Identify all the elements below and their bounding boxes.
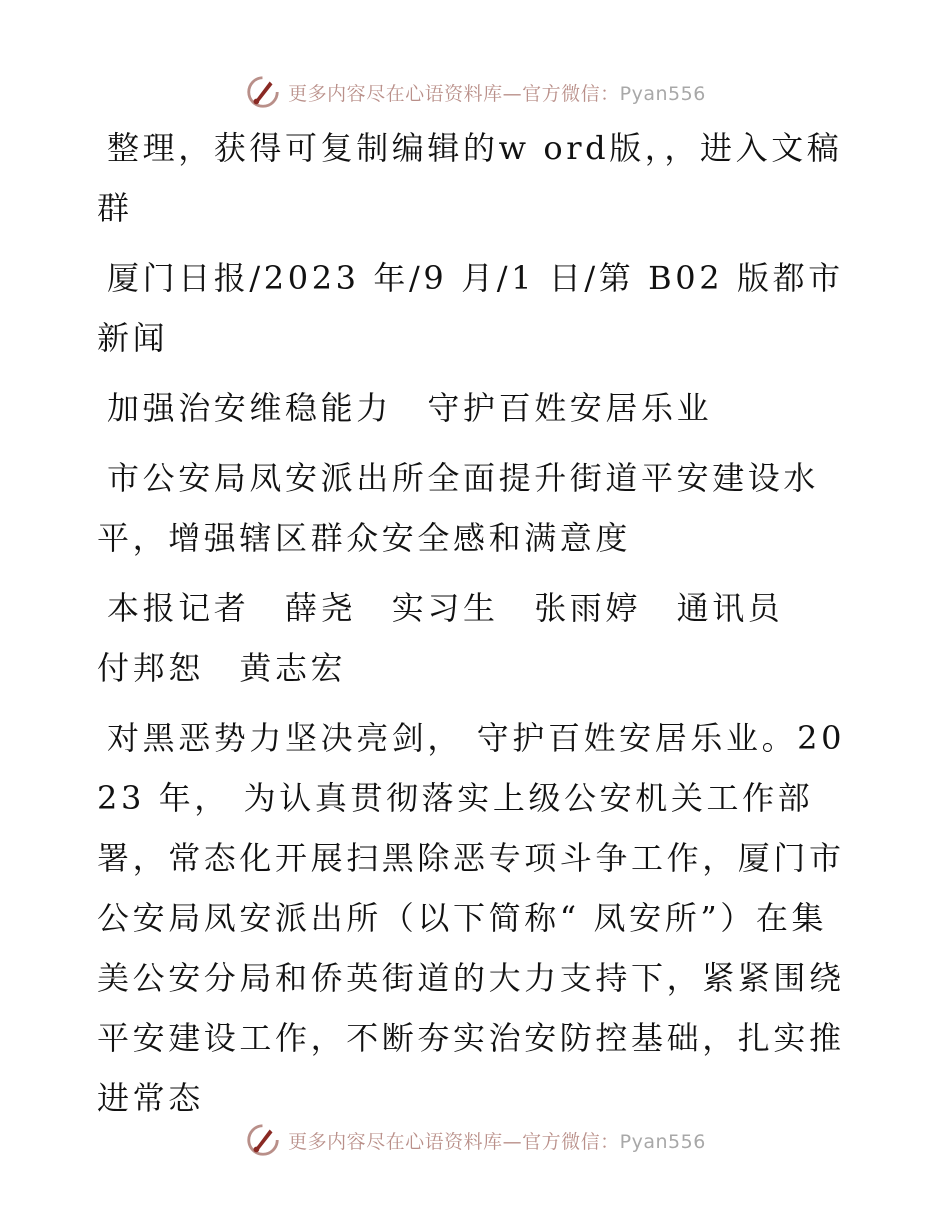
- paragraph-source-line: 厦门日报/2023 年/9 月/1 日/第 B02 版都市新闻: [97, 259, 844, 357]
- quill-swirl-logo-icon: [244, 1121, 282, 1159]
- quill-swirl-logo-icon: [244, 73, 282, 111]
- document-body: [97, 118, 849, 1128]
- header-watermark-banner: [0, 70, 950, 114]
- paragraph-note: 整理，获得可复制编辑的w ord版，，进入文稿群: [97, 129, 843, 227]
- footer-watermark-banner: [0, 1118, 950, 1162]
- article-subheadline: 市公安局凤安派出所全面提升街道平安建设水平，增强辖区群众安全感和满意度: [97, 459, 820, 557]
- banner-text: 更多内容尽在心语资料库—官方微信：Pyan556: [288, 82, 706, 105]
- article-byline: 本报记者 薛尧 实习生 张雨婷 通讯员 付邦恕 黄志宏: [97, 589, 820, 687]
- banner-text: 更多内容尽在心语资料库—官方微信：Pyan556: [288, 1130, 706, 1153]
- article-body-paragraph: 对黑恶势力坚决亮剑， 守护百姓安居乐业。2023 年， 为认真贯彻落实上级公安机关工作部署，常态化开展扫黑除恶专项斗争工作，厦门市公安局凤安派出所（以下简称“ 凤安所”）在集美公安分局和侨英街道的大力支持下，紧紧围绕平安建设工作，不断夯实治安防控基础，扎实推进常态: [97, 719, 846, 1117]
- article-headline: 加强治安维稳能力 守护百姓安居乐业: [107, 389, 713, 427]
